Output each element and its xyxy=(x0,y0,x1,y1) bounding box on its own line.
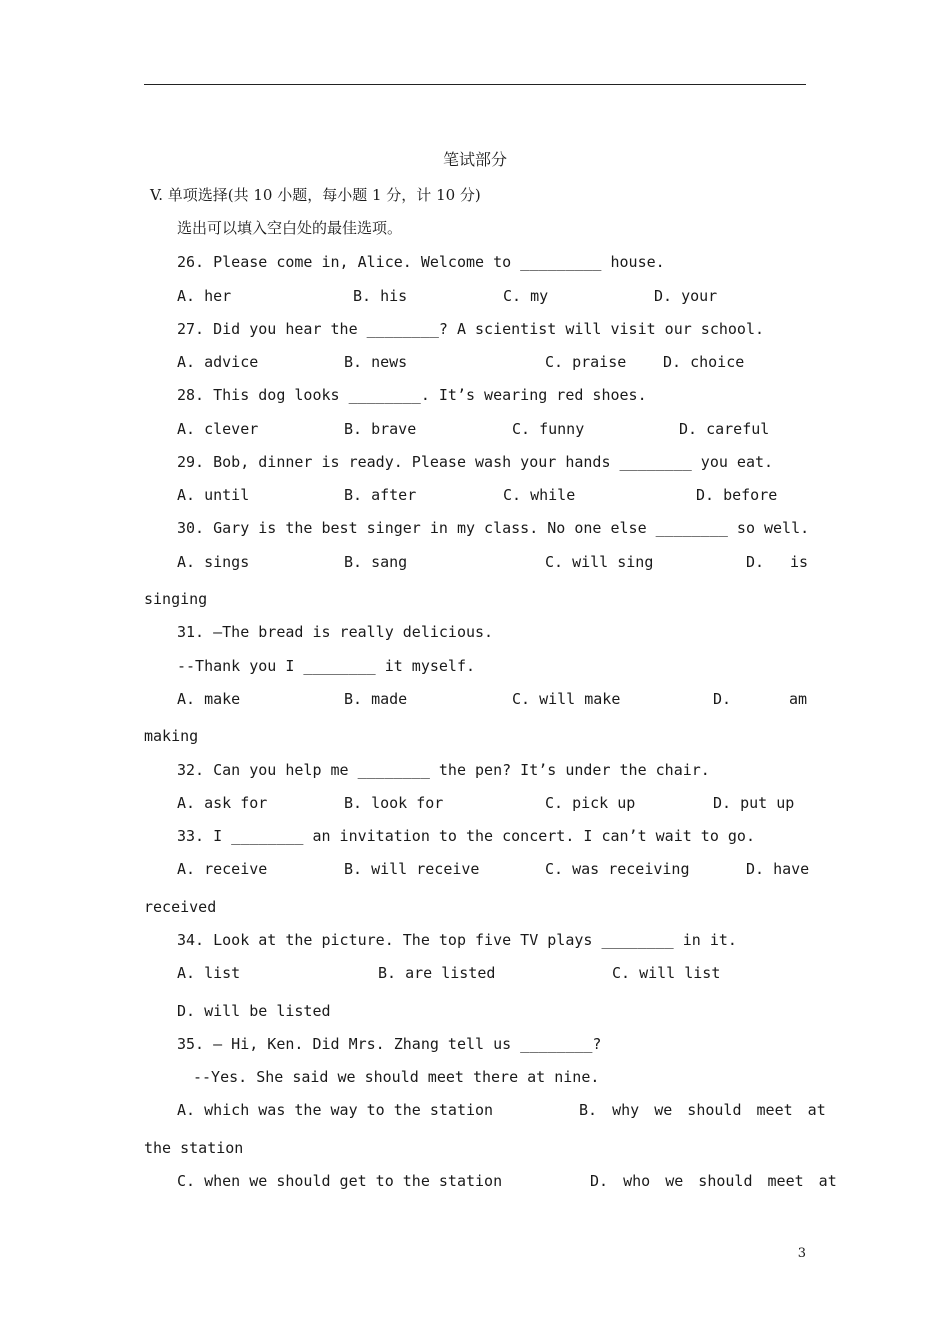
q31-option-d: D. xyxy=(713,690,732,708)
question-33-stem: 33. I ________ an invitation to the concert. I can’t wait to go. xyxy=(177,827,755,845)
q34-option-d: D. will be listed xyxy=(177,1002,331,1020)
question-27-stem: 27. Did you hear the ________? A scientist will visit our school. xyxy=(177,320,764,338)
section-title: 笔试部分 xyxy=(442,150,507,169)
q29-option-a: A. until xyxy=(177,486,250,504)
question-31-reply: --Thank you I ________ it myself. xyxy=(177,657,476,675)
q33-option-a: A. receive xyxy=(177,860,268,878)
q35-option-d: D. who we should meet at xyxy=(590,1172,837,1190)
q34-option-c: C. will list xyxy=(612,964,721,982)
page-number: 3 xyxy=(797,1246,806,1261)
q34-option-b: B. are listed xyxy=(378,964,496,982)
q33-option-d: D. have xyxy=(746,860,810,878)
q27-option-a: A. advice xyxy=(177,353,259,371)
question-32-stem: 32. Can you help me ________ the pen? It’s under the chair. xyxy=(177,761,710,779)
q28-option-a: A. clever xyxy=(177,420,259,438)
q28-option-c: C. funny xyxy=(512,420,585,438)
question-28-stem: 28. This dog looks ________. It’s wearing red shoes. xyxy=(177,386,647,404)
q32-option-a: A. ask for xyxy=(177,794,268,812)
q30-option-b: B. sang xyxy=(344,553,408,571)
q35-option-c: C. when we should get to the station xyxy=(177,1172,503,1190)
q32-option-d: D. put up xyxy=(713,794,795,812)
q26-option-a: A. her xyxy=(177,287,232,305)
q33-option-c: C. was receiving xyxy=(545,860,690,878)
section-instruction: 选出可以填入空白处的最佳选项。 xyxy=(177,219,403,237)
question-29-stem: 29. Bob, dinner is ready. Please wash your hands ________ you eat. xyxy=(177,453,774,471)
q28-option-d: D. careful xyxy=(679,420,770,438)
question-35-reply: --Yes. She said we should meet there at nine. xyxy=(193,1068,600,1086)
q26-option-c: C. my xyxy=(503,287,549,305)
q31-option-a: A. make xyxy=(177,690,241,708)
q29-option-b: B. after xyxy=(344,486,417,504)
q27-option-b: B. news xyxy=(344,353,408,371)
q30-option-d-wrap: singing xyxy=(144,590,208,608)
question-34-stem: 34. Look at the picture. The top five TV plays ________ in it. xyxy=(177,931,737,949)
question-26-stem: 26. Please come in, Alice. Welcome to _________ house. xyxy=(177,253,665,271)
q32-option-b: B. look for xyxy=(344,794,444,812)
question-30-stem: 30. Gary is the best singer in my class. No one else ________ so well. xyxy=(177,519,810,537)
q35-option-b-wrap: the station xyxy=(144,1139,244,1157)
q34-option-a: A. list xyxy=(177,964,241,982)
question-35-stem: 35. – Hi, Ken. Did Mrs. Zhang tell us ________? xyxy=(177,1035,602,1053)
question-31-stem: 31. –The bread is really delicious. xyxy=(177,623,494,641)
q33-option-d-wrap: received xyxy=(144,898,217,916)
q27-option-c: C. praise xyxy=(545,353,627,371)
q26-option-d: D. your xyxy=(654,287,718,305)
q33-option-b: B. will receive xyxy=(344,860,480,878)
section-heading: V. 单项选择(共 10 小题，每小题 1 分，计 10 分) xyxy=(150,186,481,204)
q35-option-b: B. why we should meet at xyxy=(579,1101,826,1119)
q31-option-d-wrap: making xyxy=(144,727,199,745)
q27-option-d: D. choice xyxy=(663,353,745,371)
q28-option-b: B. brave xyxy=(344,420,417,438)
q30-option-d-text: is xyxy=(790,553,809,571)
q29-option-c: C. while xyxy=(503,486,576,504)
q31-option-b: B. made xyxy=(344,690,408,708)
q30-option-a: A. sings xyxy=(177,553,250,571)
header-rule xyxy=(144,84,806,85)
q31-option-c: C. will make xyxy=(512,690,621,708)
q30-option-d: D. xyxy=(746,553,765,571)
q26-option-b: B. his xyxy=(353,287,408,305)
q29-option-d: D. before xyxy=(696,486,778,504)
q32-option-c: C. pick up xyxy=(545,794,636,812)
q31-option-d-text: am xyxy=(789,690,808,708)
q30-option-c: C. will sing xyxy=(545,553,654,571)
q35-option-a: A. which was the way to the station xyxy=(177,1101,494,1119)
